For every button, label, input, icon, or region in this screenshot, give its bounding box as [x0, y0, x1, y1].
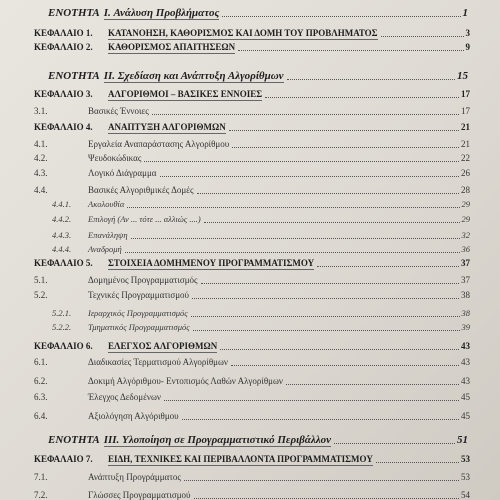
toc-entry-number: 5.2.2.: [52, 322, 72, 332]
toc-chapter-row[interactable]: [0, 339, 500, 354]
toc-dot-leader: [160, 176, 460, 177]
toc-dot-leader: [238, 50, 463, 51]
toc-entry-number: 4.4.2.: [52, 214, 72, 224]
toc-entry-number: ΚΕΦΑΛΑΙΟ 5.: [34, 258, 93, 268]
toc-entry-title: Ιεραρχικός Προγραμματισμός: [88, 308, 188, 318]
toc-entry-number: 5.2.: [34, 290, 48, 300]
toc-entry-number: 3.1.: [34, 106, 48, 116]
toc-entry-number: ΕΝΟΤΗΤΑ: [48, 70, 100, 82]
toc-page-number: 54: [461, 490, 470, 500]
toc-entry-title: ΑΛΓΟΡΙΘΜΟΙ – ΒΑΣΙΚΕΣ ΕΝΝΟΙΕΣ: [108, 89, 263, 99]
toc-page-number: 37: [461, 275, 470, 285]
toc-entry-title: Δοκιμή Αλγόριθμου- Εντοπισμός Λαθών Αλγορίθμων: [88, 376, 283, 386]
toc-section-row[interactable]: [0, 273, 500, 288]
toc-entry-title: Αναδρομή: [88, 244, 122, 254]
toc-dot-leader: [194, 498, 460, 499]
toc-dot-leader: [131, 238, 460, 239]
toc-dot-leader: [204, 222, 460, 223]
title-underline: [108, 53, 235, 54]
toc-entry-number: ΚΕΦΑΛΑΙΟ 4.: [34, 122, 93, 132]
toc-entry-number: ΚΕΦΑΛΑΙΟ 3.: [34, 89, 93, 99]
toc-entry-number: ΚΕΦΑΛΑΙΟ 6.: [34, 341, 93, 351]
title-underline: [108, 133, 226, 134]
toc-page-number: 21: [461, 139, 470, 149]
toc-dot-leader: [222, 16, 460, 17]
toc-dot-leader: [232, 147, 459, 148]
toc-page-number: 32: [461, 230, 470, 240]
toc-entry-number: 6.1.: [34, 357, 48, 367]
toc-page-number: 9: [465, 42, 470, 52]
toc-entry-title: Λογικό Διάγραμμα: [88, 168, 157, 178]
toc-entry-title: ΕΙΔΗ, ΤΕΧΝΙΚΕΣ ΚΑΙ ΠΕΡΙΒΑΛΛΟΝΤΑ ΠΡΟΓΡΑΜΜΑΤΙΣΜΟΥ: [108, 454, 373, 464]
toc-entry-number: 5.1.: [34, 275, 48, 285]
toc-entry-number: ΚΕΦΑΛΑΙΟ 2.: [34, 42, 93, 52]
toc-section-row[interactable]: [0, 151, 500, 166]
toc-entry-title: ΑΝΑΠΤΥΞΗ ΑΛΓΟΡΙΘΜΩΝ: [108, 122, 226, 132]
toc-entry-title: Γλώσσες Προγραμματισμού: [88, 490, 191, 500]
toc-entry-title: Τμηματικός Προγραμματισμός: [88, 322, 190, 332]
toc-dot-leader: [125, 252, 460, 253]
toc-section-row[interactable]: [0, 470, 500, 485]
toc-page-number: 39: [461, 322, 470, 332]
toc-entry-number: ΕΝΟΤΗΤΑ: [48, 7, 100, 19]
toc-dot-leader: [192, 298, 459, 299]
title-underline: [104, 82, 284, 83]
toc-dot-leader: [334, 443, 455, 444]
toc-entry-title: Ανάπτυξη Προγράμματος: [88, 472, 181, 482]
toc-section-row[interactable]: [0, 488, 500, 500]
toc-entry-title: II. Σχεδίαση και Ανάπτυξη Αλγορίθμων: [103, 70, 284, 82]
toc-section-row[interactable]: [0, 137, 500, 152]
toc-page-number: 43: [461, 376, 470, 386]
toc-entry-number: 5.2.1.: [52, 308, 72, 318]
toc-entry-number: ΚΕΦΑΛΑΙΟ 7.: [34, 454, 93, 464]
toc-entry-number: 6.2.: [34, 376, 48, 386]
toc-entry-number: 4.2.: [34, 153, 48, 163]
toc-page-number: 43: [461, 357, 470, 367]
toc-page-number: 45: [461, 411, 470, 421]
toc-entry-number: 4.1.: [34, 139, 48, 149]
toc-page-number: 43: [461, 341, 470, 351]
toc-dot-leader: [317, 266, 459, 267]
toc-entry-title: Δομημένος Προγραμματισμός: [88, 275, 198, 285]
toc-subsection-row[interactable]: [0, 197, 500, 212]
title-underline: [104, 19, 220, 20]
toc-entry-number: 4.4.3.: [52, 230, 72, 240]
title-underline: [108, 269, 314, 270]
toc-chapter-row[interactable]: [0, 120, 500, 135]
toc-dot-leader: [220, 349, 459, 350]
toc-part-row[interactable]: [0, 6, 500, 21]
toc-dot-leader: [193, 330, 460, 331]
toc-entry-number: 6.3.: [34, 392, 48, 402]
toc-entry-number: 4.4.1.: [52, 199, 72, 209]
title-underline: [108, 100, 262, 101]
toc-entry-title: ΕΛΕΓΧΟΣ ΑΛΓΟΡΙΘΜΩΝ: [108, 341, 218, 351]
toc-section-row[interactable]: [0, 166, 500, 181]
toc-dot-leader: [191, 316, 460, 317]
toc-section-row[interactable]: [0, 288, 500, 303]
toc-entry-title: ΚΑΤΑΝΟΗΣΗ, ΚΑΘΟΡΙΣΜΟΣ ΚΑΙ ΔΟΜΗ ΤΟΥ ΠΡΟΒΛΗΜΑΤΟΣ: [108, 28, 378, 38]
toc-entry-title: ΚΑΘΟΡΙΣΜΟΣ ΑΠΑΙΤΗΣΕΩΝ: [108, 42, 236, 52]
toc-entry-number: ΚΕΦΑΛΑΙΟ 1.: [34, 28, 93, 38]
toc-entry-title: Τεχνικές Προγραμματισμού: [88, 290, 189, 300]
toc-section-row[interactable]: [0, 374, 500, 389]
toc-entry-title: Βασικές Έννοιες: [88, 106, 149, 116]
toc-entry-title: Διαδικασίες Τερματισμού Αλγορίθμων: [88, 357, 228, 367]
toc-dot-leader: [164, 400, 459, 401]
toc-dot-leader: [229, 130, 459, 131]
toc-entry-title: Ακολουθία: [88, 199, 125, 209]
toc-page-number: 21: [461, 122, 470, 132]
toc-page-number: 37: [461, 258, 470, 268]
toc-entry-number: 6.4.: [34, 411, 48, 421]
toc-entry-title: Βασικές Αλγοριθμικές Δομές: [88, 185, 194, 195]
toc-page-number: 29: [461, 199, 470, 209]
toc-page-number: 17: [461, 89, 470, 99]
toc-dot-leader: [287, 79, 455, 80]
toc-page-number: 26: [461, 168, 470, 178]
toc-dot-leader: [144, 161, 459, 162]
toc-subsection-row[interactable]: [0, 212, 500, 227]
toc-page-number: 28: [461, 185, 470, 195]
toc-dot-leader: [265, 97, 459, 98]
toc-subsection-row[interactable]: [0, 242, 500, 257]
toc-entry-title: III. Υλοποίηση σε Προγραμματιστικό Περιβάλλον: [103, 434, 332, 446]
toc-entry-title: ΣΤΟΙΧΕΙΑ ΔΟΜΗΜΕΝΟΥ ΠΡΟΓΡΑΜΜΑΤΙΣΜΟΥ: [108, 258, 315, 268]
toc-page-number: 45: [461, 392, 470, 402]
toc-dot-leader: [152, 114, 459, 115]
toc-entry-number: ΕΝΟΤΗΤΑ: [48, 434, 100, 446]
toc-entry-title: Ψευδοκώδικας: [88, 153, 142, 163]
title-underline: [108, 352, 217, 353]
toc-page-number: 29: [461, 214, 470, 224]
toc-dot-leader: [182, 419, 459, 420]
toc-subsection-row[interactable]: [0, 306, 500, 321]
toc-subsection-row[interactable]: [0, 228, 500, 243]
toc-entry-number: 4.4.: [34, 185, 48, 195]
toc-entry-number: 4.3.: [34, 168, 48, 178]
title-underline: [104, 446, 331, 447]
toc-page-number: 1: [462, 7, 468, 19]
toc-section-row[interactable]: [0, 409, 500, 424]
toc-section-row[interactable]: [0, 104, 500, 119]
toc-section-row[interactable]: [0, 183, 500, 198]
toc-page-number: 15: [457, 70, 468, 82]
toc-entry-title: Έλεγχος Δεδομένων: [88, 392, 161, 402]
toc-entry-number: 4.4.4.: [52, 244, 72, 254]
toc-entry-title: Εργαλεία Αναπαράστασης Αλγορίθμου: [88, 139, 230, 149]
toc-entry-title: Επανάληψη: [88, 230, 128, 240]
toc-entry-title: Επιλογή (Αν ... τότε ... αλλιώς ....): [88, 214, 201, 224]
toc-page-number: 53: [461, 472, 470, 482]
toc-dot-leader: [286, 384, 459, 385]
toc-page-number: 38: [461, 308, 470, 318]
toc-section-row[interactable]: [0, 355, 500, 370]
toc-entry-number: 7.1.: [34, 472, 48, 482]
toc-dot-leader: [197, 193, 459, 194]
toc-page-number: 17: [461, 106, 470, 116]
title-underline: [108, 465, 373, 466]
toc-entry-number: 7.2.: [34, 490, 48, 500]
toc-entry-title: I. Ανάλυση Προβλήματος: [103, 7, 220, 19]
toc-page-number: 3: [465, 28, 470, 38]
toc-subsection-row[interactable]: [0, 320, 500, 335]
toc-page-number: 53: [461, 454, 470, 464]
toc-section-row[interactable]: [0, 390, 500, 405]
toc-dot-leader: [127, 207, 459, 208]
toc-dot-leader: [231, 365, 459, 366]
toc-dot-leader: [201, 283, 459, 284]
toc-page-number: 22: [461, 153, 470, 163]
toc-dot-leader: [184, 480, 459, 481]
toc-chapter-row[interactable]: [0, 40, 500, 55]
toc-page-number: 38: [461, 290, 470, 300]
toc-entry-title: Αξιολόγηση Αλγόριθμου: [88, 411, 179, 421]
toc-page-number: 36: [461, 244, 470, 254]
toc-page-number: 51: [457, 434, 468, 446]
